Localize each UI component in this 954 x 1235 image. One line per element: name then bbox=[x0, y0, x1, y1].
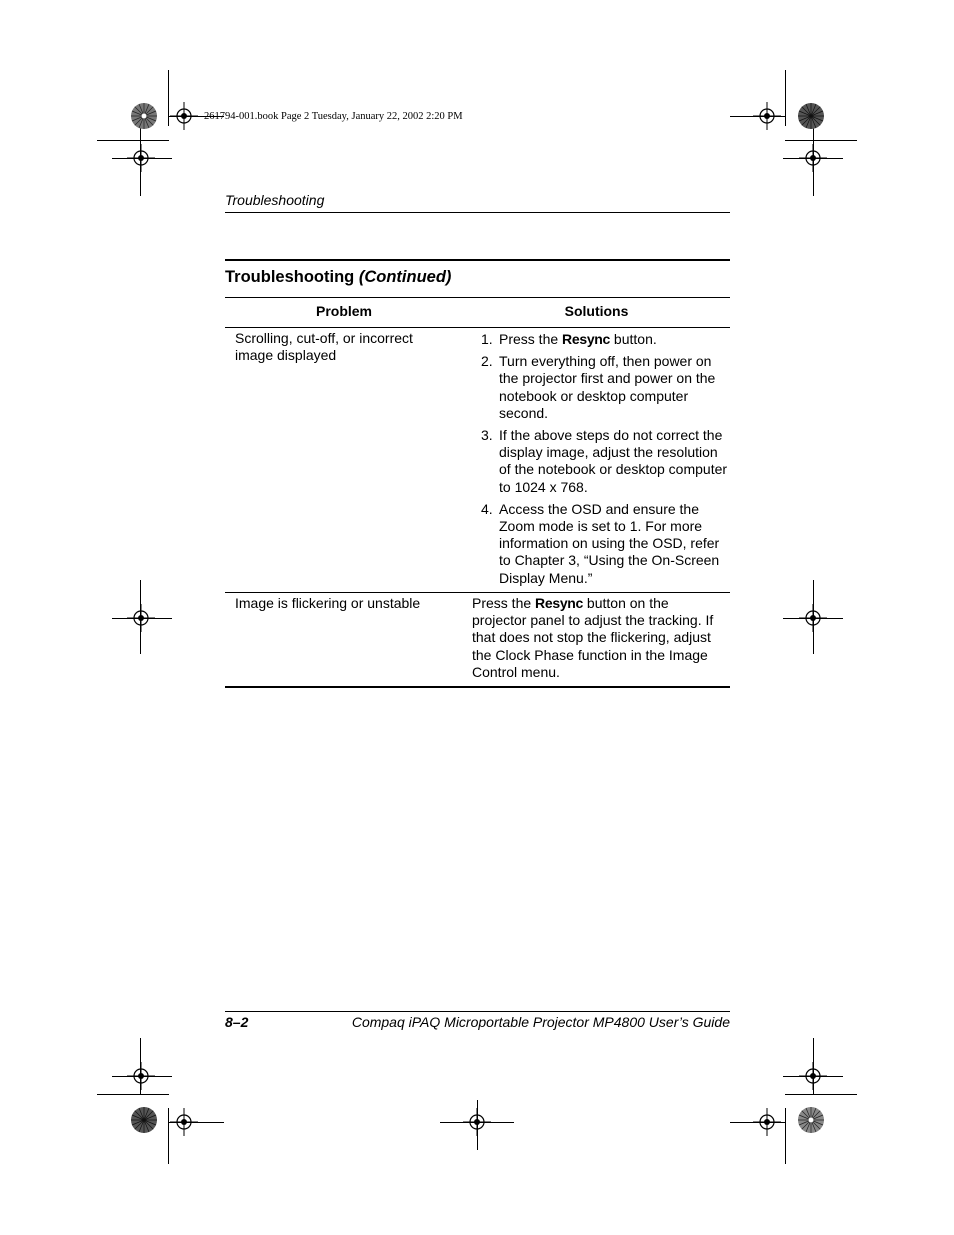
crop-line bbox=[783, 618, 843, 619]
solution-step bbox=[472, 427, 730, 496]
step-number: 4. bbox=[481, 500, 493, 517]
solutions-list bbox=[472, 331, 730, 592]
footer-rule bbox=[225, 1011, 730, 1012]
crop-line bbox=[730, 1122, 786, 1123]
guide-title: Compaq iPAQ Microportable Projector MP4800 User’s Guide bbox=[351, 1014, 730, 1030]
column-header-solutions: Solutions bbox=[564, 303, 629, 319]
starburst-target-icon bbox=[797, 1106, 825, 1134]
step-text: Press the Resync button. bbox=[499, 331, 657, 347]
table-title-suffix: (Continued) bbox=[358, 268, 452, 286]
table-row-problem: Image is flickering or unstable bbox=[235, 595, 421, 611]
step-number: 3. bbox=[481, 427, 493, 444]
crop-line bbox=[783, 158, 843, 159]
step-text: Access the OSD and ensure the Zoom mode is set to 1. For more information on using the OSD, refer to Chapter 3, “Using the On-Screen Display Menu.” bbox=[499, 500, 720, 586]
crop-line bbox=[783, 1076, 843, 1077]
table-title bbox=[225, 268, 451, 287]
crop-line bbox=[168, 1122, 224, 1123]
step-text: If the above steps do not correct the display image, adjust the resolution of the notebook or desktop computer to 1024 x 768. bbox=[499, 427, 728, 495]
table-header-rule bbox=[225, 327, 730, 328]
starburst-target-icon bbox=[130, 1106, 158, 1134]
crop-line bbox=[785, 1108, 786, 1164]
crop-line bbox=[112, 618, 172, 619]
crop-line bbox=[785, 140, 857, 141]
resync-button-name: Resync bbox=[562, 331, 611, 347]
column-header-problem: Problem bbox=[315, 303, 372, 319]
step-text: Turn everything off, then power on the projector first and power on the notebook or desktop computer second. bbox=[499, 353, 716, 421]
crop-line bbox=[477, 1100, 478, 1150]
step-number: 1. bbox=[481, 331, 493, 347]
resync-button-name: Resync bbox=[535, 595, 584, 611]
table-bottom-rule bbox=[225, 686, 730, 688]
table-top-rule bbox=[225, 259, 730, 261]
step-number: 2. bbox=[481, 353, 493, 370]
crop-line bbox=[730, 116, 786, 117]
crop-line bbox=[813, 580, 814, 654]
crop-line bbox=[140, 580, 141, 654]
solution-step bbox=[472, 353, 730, 422]
table-row-solution: Press the Resync button on the projector panel to adjust the tracking. If that does not stop the flickering, adjust the Clock Phase function in the Image Control menu. bbox=[472, 595, 714, 680]
crop-line bbox=[97, 140, 169, 141]
print-info-slug: 261794-001.book Page 2 Tuesday, January 22, 2002 2:20 PM bbox=[204, 111, 463, 122]
crop-line bbox=[140, 126, 141, 196]
crop-line bbox=[112, 158, 172, 159]
table-title-text: Troubleshooting bbox=[225, 268, 355, 286]
table-row-problem: Scrolling, cut-off, or incorrect image displayed bbox=[235, 330, 413, 364]
crop-line bbox=[813, 126, 814, 196]
solution-step bbox=[472, 501, 730, 587]
running-head-rule bbox=[225, 212, 730, 213]
starburst-target-icon bbox=[797, 102, 825, 130]
table-title-rule bbox=[225, 297, 730, 298]
running-head: Troubleshooting bbox=[225, 192, 325, 208]
crop-line bbox=[97, 1094, 169, 1095]
crop-line bbox=[785, 1094, 857, 1095]
crop-line bbox=[112, 1076, 172, 1077]
starburst-target-icon bbox=[130, 102, 158, 130]
crop-line bbox=[785, 70, 786, 126]
crop-line bbox=[813, 1038, 814, 1094]
page-number: 8–2 bbox=[225, 1014, 249, 1030]
crop-line bbox=[140, 1038, 141, 1094]
solution-step bbox=[472, 331, 730, 348]
crop-line bbox=[168, 1108, 169, 1164]
table-row-divider bbox=[225, 592, 730, 593]
crop-line bbox=[168, 70, 169, 126]
